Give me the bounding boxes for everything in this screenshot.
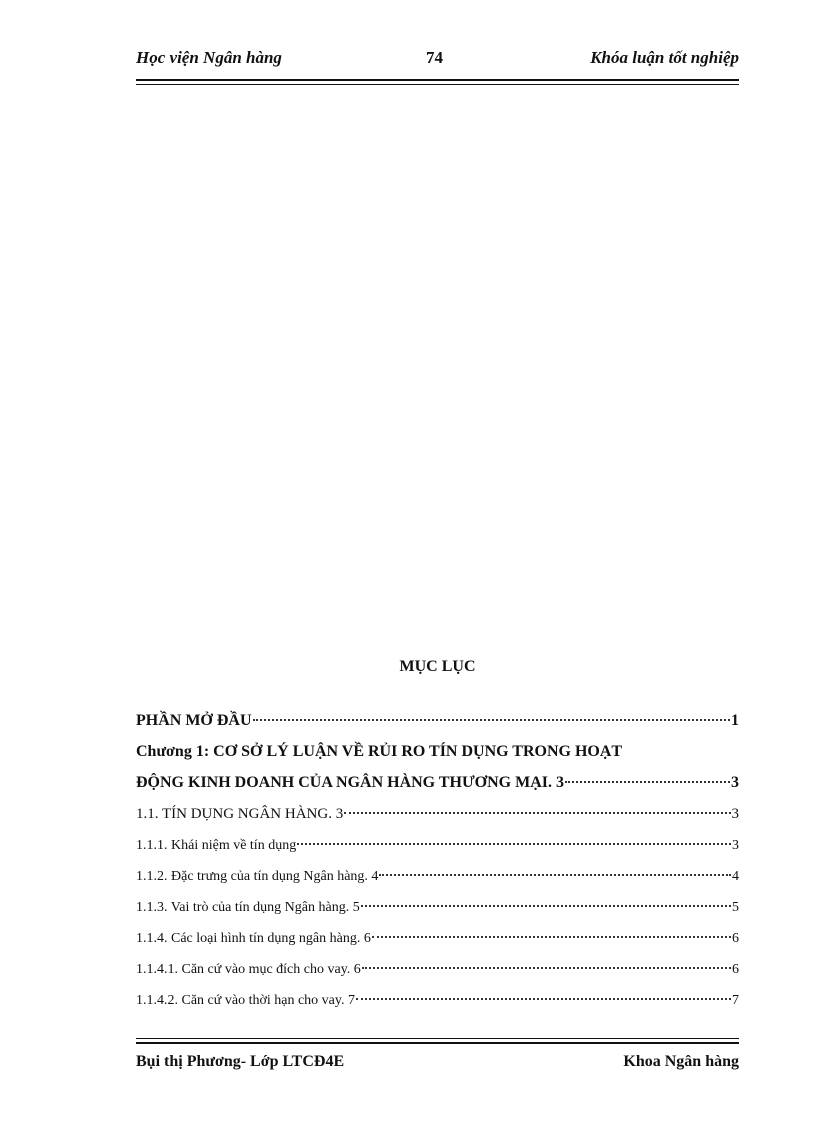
toc-entry-page: 1 — [731, 712, 739, 729]
toc-entry[interactable] — [136, 705, 739, 736]
toc-leader — [344, 794, 730, 814]
toc-entry-label: 1.1.3. Vai trò của tín dụng Ngân hàng. 5 — [136, 900, 360, 915]
toc-entry-page: 4 — [732, 869, 739, 884]
footer-rule-thin — [136, 1038, 739, 1039]
toc-entry-page: 3 — [732, 838, 739, 853]
toc-entry-label: 1.1.1. Khái niệm về tín dụng — [136, 838, 297, 853]
toc-entry-page: 6 — [732, 962, 739, 977]
toc-leader — [356, 980, 731, 1000]
header-document-type: Khóa luận tốt nghiệp — [590, 48, 739, 67]
toc-leader — [361, 887, 731, 907]
toc-entry-label: 1.1.2. Đặc trưng của tín dụng Ngân hàng. 4 — [136, 869, 379, 884]
toc-entry-label: ĐỘNG KINH DOANH CỦA NGÂN HÀNG THƯƠNG MẠI. 3 — [136, 774, 565, 791]
table-of-contents — [136, 705, 739, 1015]
footer-rule-thick — [136, 1042, 739, 1044]
page-header — [136, 48, 739, 72]
footer-department: Khoa Ngân hàng — [623, 1053, 739, 1070]
toc-leader — [297, 825, 731, 845]
toc-leader — [379, 856, 731, 876]
toc-leader — [372, 918, 731, 938]
toc-entry-label: 1.1.4.2. Căn cứ vào thời hạn cho vay. 7 — [136, 993, 355, 1008]
toc-entry-page: 6 — [732, 931, 739, 946]
header-page-number: 74 — [426, 48, 443, 67]
toc-title: MỤC LỤC — [399, 658, 476, 675]
toc-leader — [253, 701, 730, 721]
toc-leader — [362, 949, 731, 969]
toc-entry-label: PHẦN MỞ ĐẦU — [136, 712, 252, 729]
toc-leader — [565, 763, 730, 783]
toc-entry-page: 3 — [731, 774, 739, 791]
toc-entry-label: Chương 1: CƠ SỞ LÝ LUẬN VỀ RỦI RO TÍN DỤNG TRONG HOẠT — [136, 743, 623, 760]
toc-entry-page: 3 — [731, 806, 739, 822]
toc-entry-page: 5 — [732, 900, 739, 915]
header-rule-thick — [136, 79, 739, 81]
header-rule-thin — [136, 84, 739, 85]
toc-entry-label: 1.1.4. Các loại hình tín dụng ngân hàng. 6 — [136, 931, 371, 946]
toc-entry[interactable] — [136, 984, 739, 1015]
header-institution: Học viện Ngân hàng — [136, 48, 282, 67]
footer-author: Bụi thị Phương- Lớp LTCĐ4E — [136, 1053, 345, 1070]
toc-entry-label: 1.1.4.1. Căn cứ vào mục đích cho vay. 6 — [136, 962, 361, 977]
toc-entry-label: 1.1. TÍN DỤNG NGÂN HÀNG. 3 — [136, 806, 344, 822]
toc-entry-page: 7 — [732, 993, 739, 1008]
